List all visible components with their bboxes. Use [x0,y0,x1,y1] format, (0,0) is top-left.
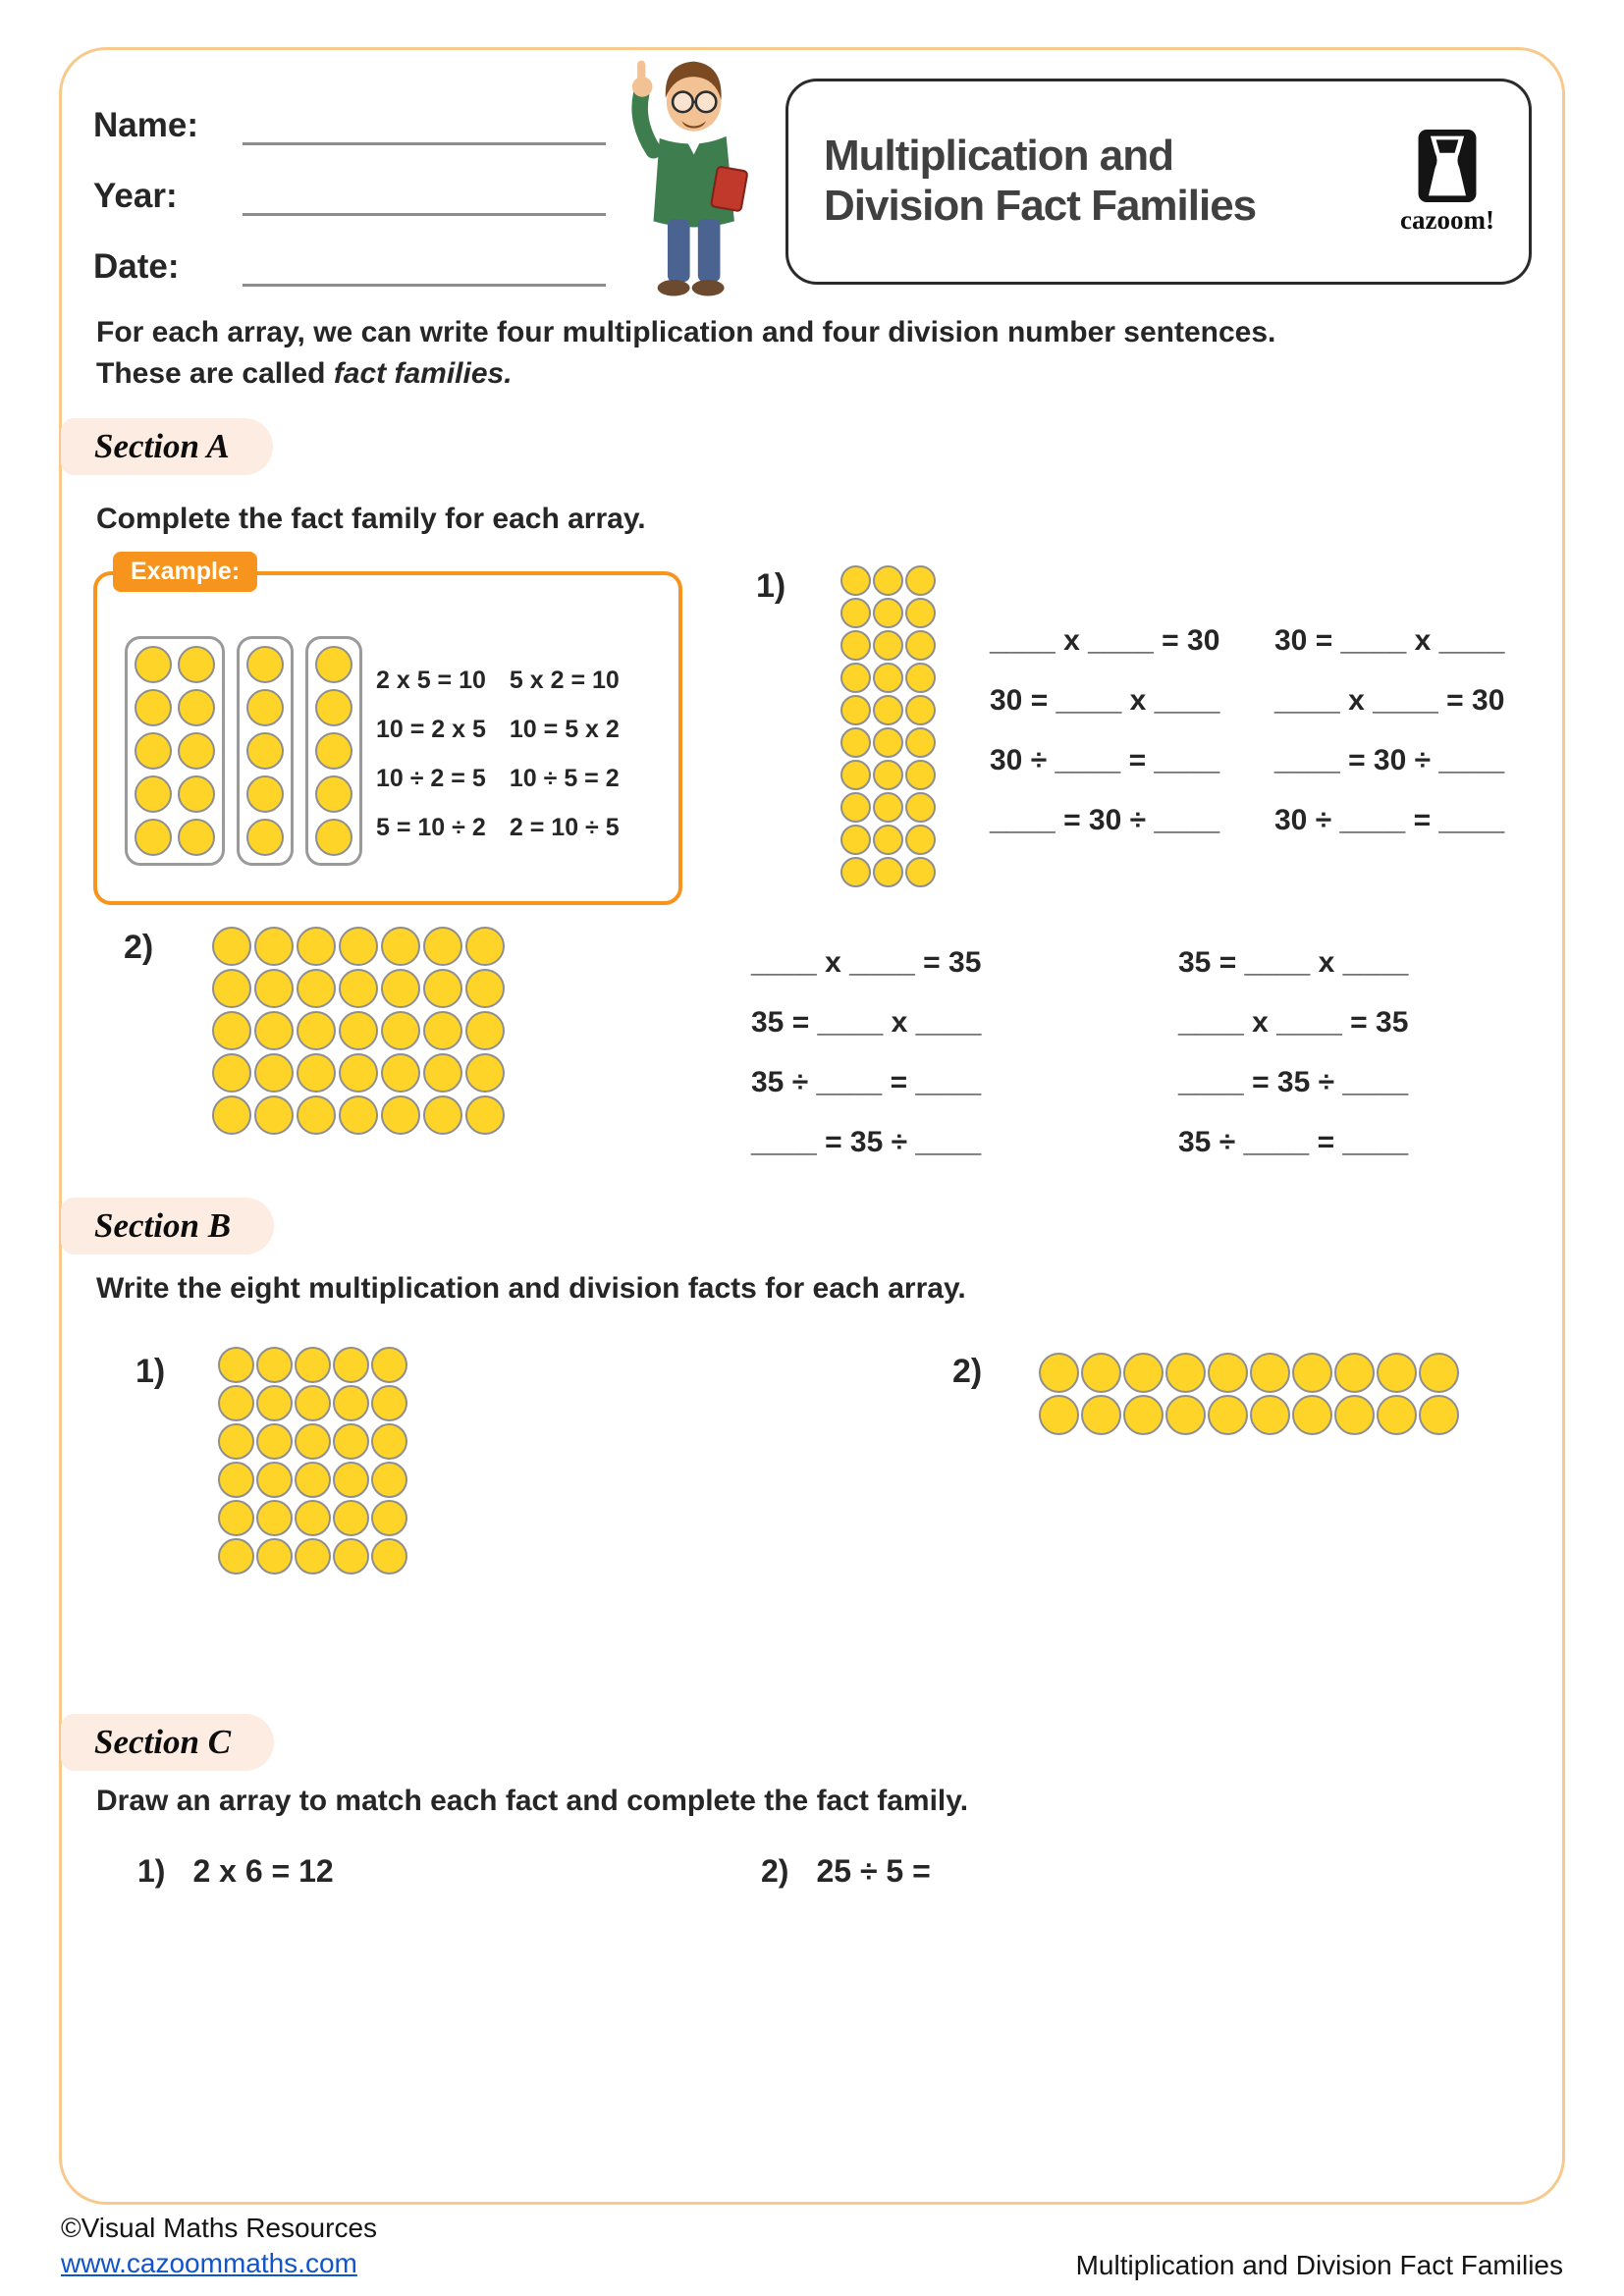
counter-dot [218,1538,254,1575]
intro-line2-plain: These are called [96,357,334,390]
cazoom-logo-icon [1417,129,1478,203]
fact-line: ____ = 30 ÷ ____ [1274,744,1505,776]
counter-dot [873,857,903,887]
problem-c1-fact: 2 x 6 = 12 [192,1853,334,1889]
counter-dot [135,646,172,683]
counter-dot [254,969,294,1008]
counter-dot [218,1423,254,1460]
counter-dot [905,663,936,693]
counter-dot [178,732,215,770]
intro-line1: For each array, we can write four multiplication and four division number sentences. [96,316,1276,348]
fact-line: 10 ÷ 2 = 5 [376,765,486,792]
problem-a1-label: 1) [756,567,786,605]
counter-dot [333,1385,369,1421]
footer-copyright: ©Visual Maths Resources [61,2213,378,2243]
counter-dot [254,1095,294,1135]
intro-line2-emphasis: fact families. [333,357,513,390]
section-a-badge [61,418,273,475]
counter-dot [905,857,936,887]
counter-dot [246,775,284,813]
counter-dot [256,1347,293,1383]
counter-dot [465,1095,505,1135]
problem-c1 [137,1853,334,1890]
counter-dot [339,927,378,966]
counter-dot [423,1053,462,1093]
name-writing-line [243,102,606,145]
counter-dot [371,1462,407,1498]
counter-dot [297,1011,336,1050]
example-array-group [237,636,294,866]
counter-dot [339,1095,378,1135]
counter-dot [840,565,871,596]
fact-line: 35 = ____ x ____ [751,1006,982,1039]
teacher-illustration [601,49,773,302]
counter-dot [212,927,251,966]
counter-dot [465,927,505,966]
counter-dot [256,1462,293,1498]
counter-dot [873,598,903,628]
problem-c1-label: 1) [137,1853,166,1889]
fact-line: 30 ÷ ____ = ____ [1274,804,1505,836]
fact-line: 5 = 10 ÷ 2 [376,814,486,841]
counter-dot [333,1462,369,1498]
section-b-badge [61,1198,274,1255]
counter-dot [339,1011,378,1050]
counter-dot [1039,1395,1079,1435]
counter-dot [905,695,936,725]
counter-dot [178,775,215,813]
counter-dot [1334,1353,1375,1393]
counter-dot [371,1347,407,1383]
counter-dot [315,732,352,770]
problem-a2-facts-left [751,933,981,1172]
problem-c2 [761,1853,931,1890]
cazoom-logo-text: cazoom! [1400,204,1494,235]
section-a-instruction: Complete the fact family for each array. [96,503,646,535]
counter-dot [840,598,871,628]
counter-dot [333,1500,369,1536]
counter-dot [218,1347,254,1383]
footer-link[interactable]: www.cazoommaths.com [61,2248,357,2278]
problem-a1-facts-right [1274,611,1504,850]
section-b-instruction: Write the eight multiplication and division facts for each array. [96,1272,966,1305]
counter-dot [371,1538,407,1575]
counter-dot [135,732,172,770]
counter-dot [1208,1395,1248,1435]
counter-dot [381,969,420,1008]
problem-a2-facts-right [1178,933,1408,1172]
example-facts [376,656,620,852]
problem-b2-array [1039,1353,1459,1435]
section-c-heading: Section C [94,1723,232,1761]
counter-dot [254,1053,294,1093]
counter-dot [1419,1353,1459,1393]
counter-dot [333,1423,369,1460]
counter-dot [840,825,871,855]
footer-doc-title: Multiplication and Division Fact Families [1075,2250,1563,2280]
counter-dot [1081,1395,1121,1435]
date-field [93,236,606,287]
counter-dot [256,1500,293,1536]
counter-dot [1419,1395,1459,1435]
counter-dot [905,727,936,758]
counter-dot [423,1011,462,1050]
counter-dot [381,1053,420,1093]
counter-dot [246,646,284,683]
counter-dot [905,598,936,628]
intro-line2 [96,353,1500,395]
counter-dot [254,1011,294,1050]
counter-dot [246,732,284,770]
counter-dot [905,630,936,661]
counter-dot [333,1538,369,1575]
counter-dot [873,695,903,725]
year-writing-line [243,173,606,216]
fact-line: 30 = ____ x ____ [990,684,1220,717]
counter-dot [339,969,378,1008]
counter-dot [423,927,462,966]
counter-dot [840,792,871,823]
example-arrays [125,636,362,866]
counter-dot [840,760,871,790]
counter-dot [1123,1353,1164,1393]
year-field [93,165,606,216]
problem-a1-facts-left [990,611,1219,850]
title-box [785,79,1532,285]
example-box [93,558,682,905]
counter-dot [1292,1395,1332,1435]
problem-a2-array [212,927,505,1135]
counter-dot [371,1423,407,1460]
counter-dot [1250,1395,1290,1435]
counter-dot [905,792,936,823]
counter-dot [178,819,215,856]
fact-line: ____ x ____ = 35 [751,946,982,979]
counter-dot [246,819,284,856]
name-label: Name: [93,106,198,144]
counter-dot [840,663,871,693]
fact-line: 10 ÷ 5 = 2 [509,765,620,792]
counter-dot [218,1462,254,1498]
counter-dot [873,630,903,661]
counter-dot [840,857,871,887]
counter-dot [315,646,352,683]
counter-dot [873,760,903,790]
counter-dot [465,1011,505,1050]
counter-dot [295,1385,331,1421]
counter-dot [371,1500,407,1536]
fact-line: 10 = 2 x 5 [376,716,486,743]
counter-dot [339,1053,378,1093]
year-label: Year: [93,177,178,215]
counter-dot [1165,1395,1206,1435]
counter-dot [423,1095,462,1135]
problem-a1-array [840,565,936,887]
fact-line: ____ x ____ = 30 [990,624,1220,657]
counter-dot [873,727,903,758]
fact-line: 10 = 5 x 2 [509,716,620,743]
counter-dot [1081,1353,1121,1393]
section-a-heading: Section A [94,427,230,465]
example-facts-column-2 [510,656,620,852]
counter-dot [297,969,336,1008]
counter-dot [254,927,294,966]
counter-dot [1292,1353,1332,1393]
counter-dot [1165,1353,1206,1393]
counter-dot [423,969,462,1008]
counter-dot [905,760,936,790]
counter-dot [295,1423,331,1460]
counter-dot [295,1347,331,1383]
counter-dot [256,1385,293,1421]
counter-dot [873,792,903,823]
counter-dot [297,927,336,966]
counter-dot [1039,1353,1079,1393]
counter-dot [178,646,215,683]
section-c-instruction: Draw an array to match each fact and complete the fact family. [96,1785,969,1817]
worksheet-title-line1: Multiplication and [824,132,1173,181]
fact-line: ____ x ____ = 35 [1178,1006,1409,1039]
counter-dot [840,630,871,661]
section-c-badge [61,1714,274,1771]
fact-line: ____ = 35 ÷ ____ [1178,1066,1409,1098]
counter-dot [218,1385,254,1421]
example-array-group [305,636,362,866]
example-facts-column-1 [376,656,486,852]
fact-line: 35 ÷ ____ = ____ [751,1066,982,1098]
counter-dot [315,775,352,813]
fact-line: ____ = 35 ÷ ____ [751,1126,982,1158]
counter-dot [297,1053,336,1093]
counter-dot [212,1053,251,1093]
problem-a2-label: 2) [124,929,154,966]
date-label: Date: [93,247,180,286]
counter-dot [315,689,352,726]
counter-dot [212,969,251,1008]
example-tab: Example: [113,552,257,592]
problem-c2-label: 2) [761,1853,789,1889]
counter-dot [256,1423,293,1460]
counter-dot [295,1538,331,1575]
counter-dot [178,689,215,726]
counter-dot [1250,1353,1290,1393]
fact-line: 35 ÷ ____ = ____ [1178,1126,1409,1158]
fact-line: 30 ÷ ____ = ____ [990,744,1220,776]
counter-dot [295,1500,331,1536]
counter-dot [840,727,871,758]
fact-line: ____ = 30 ÷ ____ [990,804,1220,836]
counter-dot [873,565,903,596]
counter-dot [1123,1395,1164,1435]
fact-line: 35 = ____ x ____ [1178,946,1409,979]
counter-dot [256,1538,293,1575]
example-array-group [125,636,225,866]
counter-dot [1377,1395,1417,1435]
intro-text [96,312,1500,395]
worksheet-title [788,132,1381,231]
counter-dot [381,927,420,966]
fact-line: 2 = 10 ÷ 5 [509,814,620,841]
counter-dot [135,775,172,813]
counter-dot [1334,1395,1375,1435]
counter-dot [135,689,172,726]
fact-line: 2 x 5 = 10 [376,667,486,694]
fact-line: 5 x 2 = 10 [509,667,620,694]
problem-b1-array [218,1347,407,1575]
counter-dot [381,1095,420,1135]
counter-dot [371,1385,407,1421]
fact-line: 30 = ____ x ____ [1274,624,1505,657]
counter-dot [873,663,903,693]
date-writing-line [243,243,606,287]
counter-dot [135,819,172,856]
counter-dot [905,825,936,855]
fact-line: ____ x ____ = 30 [1274,684,1505,717]
counter-dot [212,1011,251,1050]
counter-dot [212,1095,251,1135]
counter-dot [246,689,284,726]
counter-dot [333,1347,369,1383]
counter-dot [295,1462,331,1498]
section-b-heading: Section B [94,1206,232,1245]
counter-dot [465,1053,505,1093]
counter-dot [218,1500,254,1536]
worksheet-title-line2: Division Fact Families [824,182,1257,230]
counter-dot [315,819,352,856]
problem-c2-fact: 25 ÷ 5 = [816,1853,931,1889]
problem-b2-label: 2) [952,1353,983,1390]
cazoom-logo [1381,129,1529,236]
name-field [93,94,606,145]
counter-dot [840,695,871,725]
counter-dot [297,1095,336,1135]
counter-dot [381,1011,420,1050]
counter-dot [465,969,505,1008]
counter-dot [873,825,903,855]
counter-dot [905,565,936,596]
counter-dot [1208,1353,1248,1393]
counter-dot [1377,1353,1417,1393]
problem-b1-label: 1) [135,1353,166,1390]
